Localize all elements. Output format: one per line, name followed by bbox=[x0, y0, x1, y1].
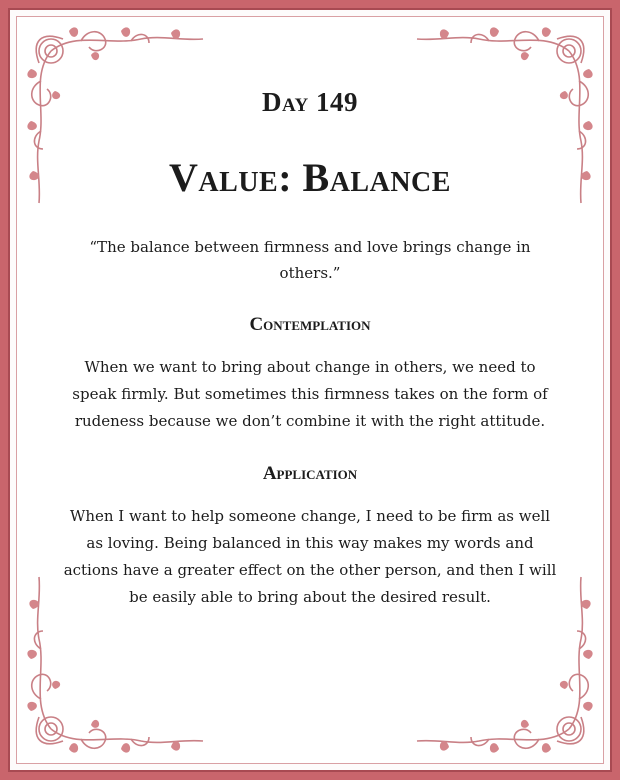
application-text: When I want to help someone change, I need to be firm as well as loving. Being balanced in this way makes my words and actions have a greater effect on the other person, and then I will be easily able to bring about the desired result. bbox=[63, 507, 557, 606]
contemplation-text: When we want to bring about change in others, we need to speak firmly. But sometimes this firmness takes on the form of rudeness because we don’t combine it with the right attitude. bbox=[72, 358, 548, 430]
quote-text: “The balance between firmness and love brings change in others.” bbox=[89, 238, 531, 282]
page-inner-border bbox=[16, 16, 604, 764]
contemplation-heading: Contemplation bbox=[249, 314, 371, 335]
day-heading: Day 149 bbox=[262, 87, 358, 117]
application-heading: Application bbox=[262, 463, 358, 484]
page-title: Value: Balance bbox=[169, 155, 451, 200]
page-content bbox=[57, 87, 563, 611]
